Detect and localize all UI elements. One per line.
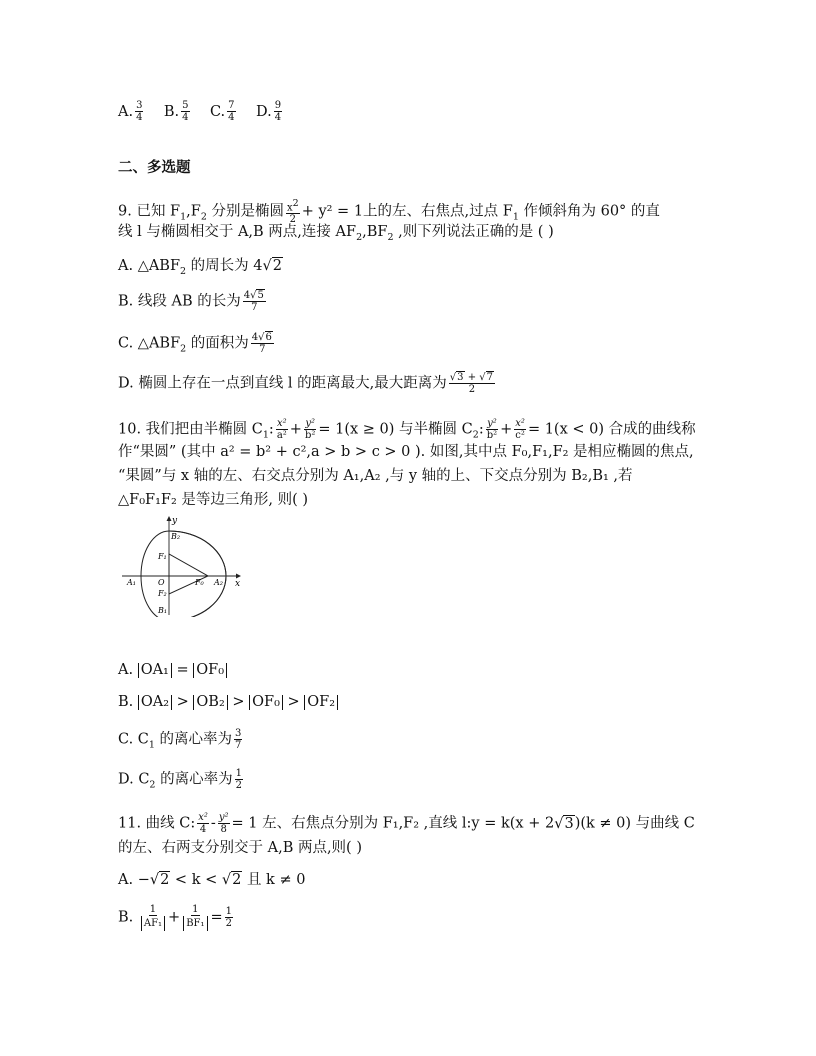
q10-stem-line3: “果圆”与 x 轴的左、右交点分别为 A₁,A₂ ,与 y 轴的上、下交点分别为 B₂,B₁ ,若: [118, 468, 633, 484]
q10-stem-line1: 10. 我们把由半椭圆 $C_1$: $\frac{\text{x²}}{\text{a²}}$ + $\frac{\text{y²}}{\text{b²}}$ = 1(x ≥ 0) 与半椭圆 $C_2$: $\frac{\text{y²}}{\text{b²}}$ + $\frac{\text{x²}}{\text{c²}}$ = 1(x < 0) 合成的曲线称: [118, 418, 696, 441]
q9-option-c: C. $\triangle ABF_2$ 的面积为 $\frac{4√6}{7}$: [118, 332, 272, 355]
q10-option-b: B. OA₂ > OB₂ > OF₀ > OF₂: [118, 692, 338, 712]
section-title: 二、多选题: [118, 160, 191, 176]
q11-stem-line1: 11. 曲线 C: $\frac{\text{x²}}{4}$ - $\frac{\text{y²}}{8}$ = 1 左、右焦点分别为 F₁,F₂ ,直线 l:y = k(x + 2√3)(k ≠ 0) 与曲线 C: [118, 812, 695, 835]
option-c: C. $\frac{7}{4}$: [209, 100, 235, 123]
q9-option-d: D. 椭圆上存在一点到直线 l 的距离最大,最大距离为 $\frac{√3 + √7}{2}$: [118, 372, 494, 395]
q10-option-a: A. OA₁ = OF₀: [118, 660, 227, 680]
fig-x-label: x: [235, 579, 241, 589]
q9-stem-line2: 线 l 与椭圆相交于 A,B 两点,连接 $AF_2,BF_2$ ,则下列说法正确的是 ( ): [118, 224, 554, 243]
q10-option-d: D. $C_2$ 的离心率为 $\frac{1}{2}$: [118, 768, 242, 791]
q11-stem-line2: 的左、右两支分别交于 A,B 两点,则( ): [118, 840, 362, 856]
q10-stem-line2: 作“果圆” (其中 a² = b² + c²,a > b > c > 0 ). 如图,其中点 F₀,F₁,F₂ 是相应椭圆的焦点,: [118, 444, 694, 460]
q9-stem-line1: 9. 已知 $F_1,F_2$ 分别是椭圆 $\frac{x^2}{2}$ + y² = 1上的左、右焦点,过点 $F_1$ 作倾斜角为 60° 的直: [118, 198, 660, 226]
fig-y-label: y: [172, 516, 178, 526]
fig-b1-label: B₁: [158, 606, 168, 615]
q9-option-a: A. $\triangle ABF_2$ 的周长为 4√2: [118, 258, 283, 277]
q10-stem-line4: △F₀F₁F₂ 是等边三角形, 则( ): [118, 492, 309, 508]
q9-option-b: B. 线段 AB 的长为 $\frac{4√5}{7}$: [118, 290, 264, 313]
fruit-ellipse-figure: [118, 515, 243, 617]
q11-option-b: B. $\frac{1}{\text{AF₁}}$ + $\frac{1}{\text{BF₁}}$ = $\frac{1}{2}$: [118, 904, 233, 929]
fig-f0-label: F₀: [195, 578, 204, 587]
fig-f1-label: F₁: [158, 552, 167, 561]
fig-a2-label: A₂: [214, 578, 223, 587]
option-d: D. $\frac{9}{4}$: [255, 100, 282, 123]
q10-option-c: C. $C_1$ 的离心率为 $\frac{3}{7}$: [118, 728, 242, 751]
option-a: A. $\frac{3}{4}$: [118, 100, 143, 123]
q11-option-a: A. −√2 < k < √2 且 k ≠ 0: [118, 872, 306, 888]
fig-b2-label: B₂: [171, 532, 181, 541]
fig-f2-label: F₂: [158, 589, 167, 598]
previous-question-options: [118, 100, 284, 123]
fig-origin-label: O: [158, 578, 165, 587]
fig-a1-label: A₁: [127, 578, 136, 587]
option-b: B. $\frac{5}{4}$: [163, 100, 189, 123]
